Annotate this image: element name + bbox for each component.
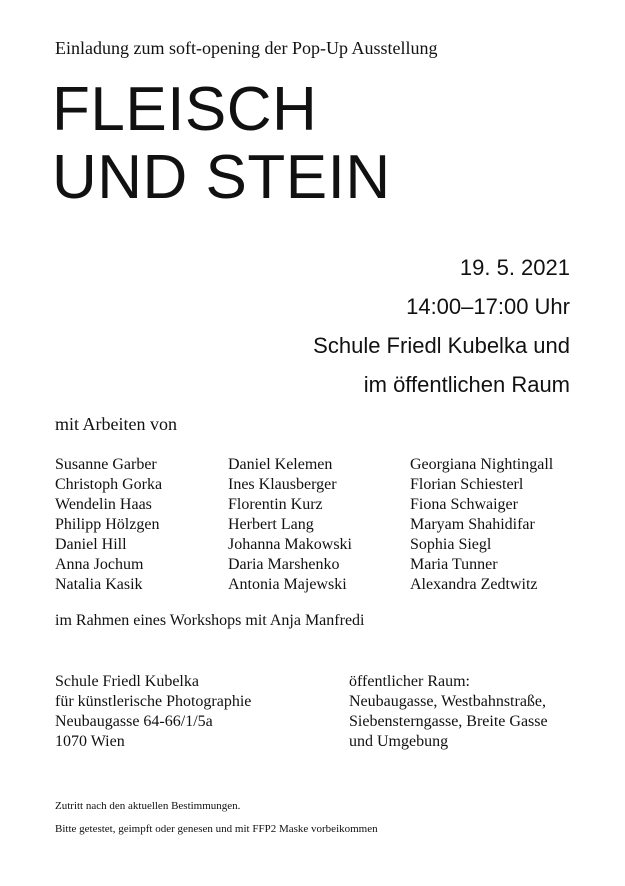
school-address	[55, 672, 251, 752]
artist-name: Fiona Schwaiger	[410, 496, 518, 513]
event-location-line-2: im öffentlichen Raum	[363, 372, 570, 397]
workshop-note: im Rahmen eines Workshops mit Anja Manfredi	[55, 612, 365, 629]
footer-line-1: Zutritt nach den aktuellen Bestimmungen.	[55, 800, 241, 812]
address-line: 1070 Wien	[55, 733, 125, 750]
address-line: und Umgebung	[349, 733, 449, 750]
artist-name: Daria Marshenko	[228, 556, 340, 573]
public-space-address	[349, 672, 548, 752]
artist-name: Anna Jochum	[55, 556, 144, 573]
poster-title	[52, 76, 391, 212]
artist-name: Florian Schiesterl	[410, 476, 524, 493]
address-line: Neubaugasse 64-66/1/5a	[55, 713, 213, 730]
artist-name: Maria Tunner	[410, 556, 498, 573]
footer-notice	[55, 795, 378, 841]
address-line: Schule Friedl Kubelka	[55, 673, 199, 690]
artist-name: Georgiana Nightingall	[410, 456, 554, 473]
address-line: Siebensterngasse, Breite Gasse	[349, 713, 548, 730]
artist-name: Daniel Hill	[55, 536, 127, 553]
event-date: 19. 5. 2021	[459, 255, 570, 280]
artist-name: Daniel Kelemen	[228, 456, 333, 473]
artist-name: Ines Klausberger	[228, 476, 337, 493]
artist-name: Philipp Hölzgen	[55, 516, 160, 533]
address-line: für künstlerische Photographie	[55, 693, 252, 710]
artist-name: Christoph Gorka	[55, 476, 163, 493]
artists-column-2	[228, 455, 352, 595]
artists-column-1	[55, 455, 162, 595]
title-line-1: FLEISCH	[52, 75, 318, 144]
footer-line-2: Bitte getestet, geimpft oder genesen und mit FFP2 Maske vorbeikommen	[55, 823, 378, 835]
intro-text: Einladung zum soft-opening der Pop-Up Ausstellung	[55, 38, 438, 58]
artists-column-3	[410, 455, 553, 595]
artist-name: Wendelin Haas	[55, 496, 152, 513]
address-line: öffentlicher Raum:	[349, 673, 470, 690]
event-details	[313, 248, 570, 404]
artist-name: Antonia Majewski	[228, 576, 347, 593]
artist-name: Natalia Kasik	[55, 576, 143, 593]
artist-name: Florentin Kurz	[228, 496, 323, 513]
artist-name: Johanna Makowski	[228, 536, 352, 553]
artist-name: Sophia Siegl	[410, 536, 492, 553]
artist-name: Alexandra Zedtwitz	[410, 576, 538, 593]
event-location-line-1: Schule Friedl Kubelka und	[313, 333, 570, 358]
artist-name: Susanne Garber	[55, 456, 157, 473]
title-line-2: UND STEIN	[52, 143, 391, 212]
artist-name: Herbert Lang	[228, 516, 314, 533]
address-line: Neubaugasse, Westbahnstraße,	[349, 693, 547, 710]
event-time: 14:00–17:00 Uhr	[406, 294, 570, 319]
artist-name: Maryam Shahidifar	[410, 516, 535, 533]
artists-heading: mit Arbeiten von	[55, 414, 177, 434]
